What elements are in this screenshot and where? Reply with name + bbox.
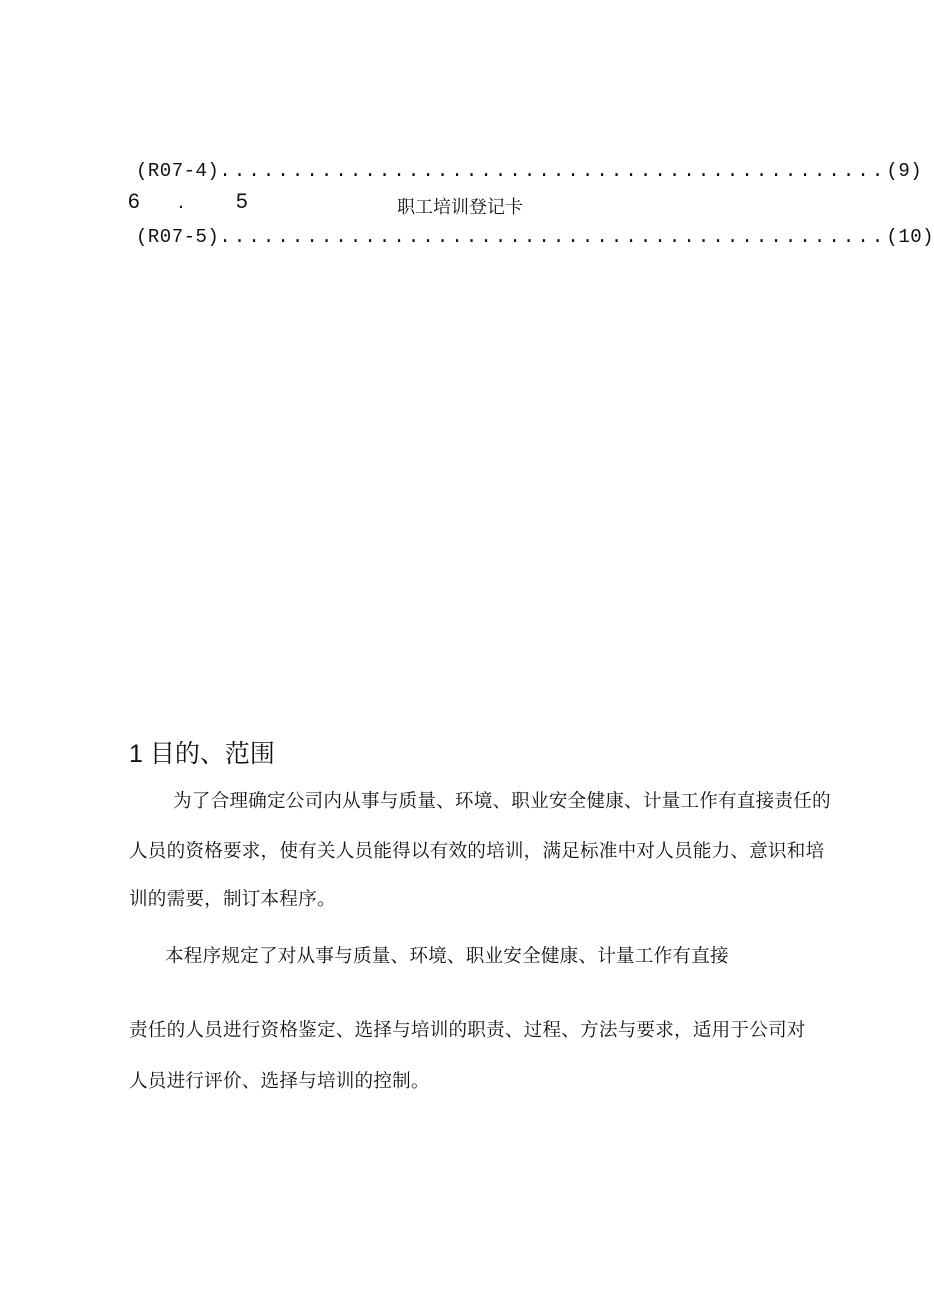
toc-page-number: (10) bbox=[886, 226, 934, 248]
toc-entry-r07-5 bbox=[136, 226, 934, 248]
toc-section-number-major: 6 bbox=[128, 190, 140, 213]
paragraph-line: 人员进行评价、选择与培训的控制。 bbox=[129, 1071, 430, 1092]
paragraph-line: 责任的人员进行资格鉴定、选择与培训的职责、过程、方法与要求，适用于公司对 bbox=[129, 1020, 806, 1041]
toc-code: (R07-4) bbox=[136, 160, 220, 182]
toc-section-number-minor: 5 bbox=[236, 190, 248, 213]
toc-page-number: (9) bbox=[886, 160, 923, 182]
toc-entry-6-5 bbox=[0, 190, 920, 220]
toc-code: (R07-5) bbox=[136, 226, 220, 248]
toc-leader-dots: .............................................. bbox=[219, 226, 887, 248]
paragraph-line: 训的需要，制订本程序。 bbox=[129, 889, 336, 910]
toc-leader-dots: .............................................. bbox=[219, 160, 887, 182]
toc-entry-r07-4 bbox=[136, 160, 922, 182]
toc-section-number-dot: . bbox=[178, 190, 184, 213]
paragraph-line: 为了合理确定公司内从事与质量、环境、职业安全健康、计量工作有直接责任的 bbox=[173, 791, 831, 812]
paragraph-line: 本程序规定了对从事与质量、环境、职业安全健康、计量工作有直接 bbox=[165, 946, 729, 967]
toc-entry-title: 职工培训登记卡 bbox=[397, 197, 523, 218]
section-heading: 1 目的、范围 bbox=[129, 740, 275, 768]
paragraph-line: 人员的资格要求，使有关人员能得以有效的培训，满足标准中对人员能力、意识和培 bbox=[129, 841, 825, 862]
